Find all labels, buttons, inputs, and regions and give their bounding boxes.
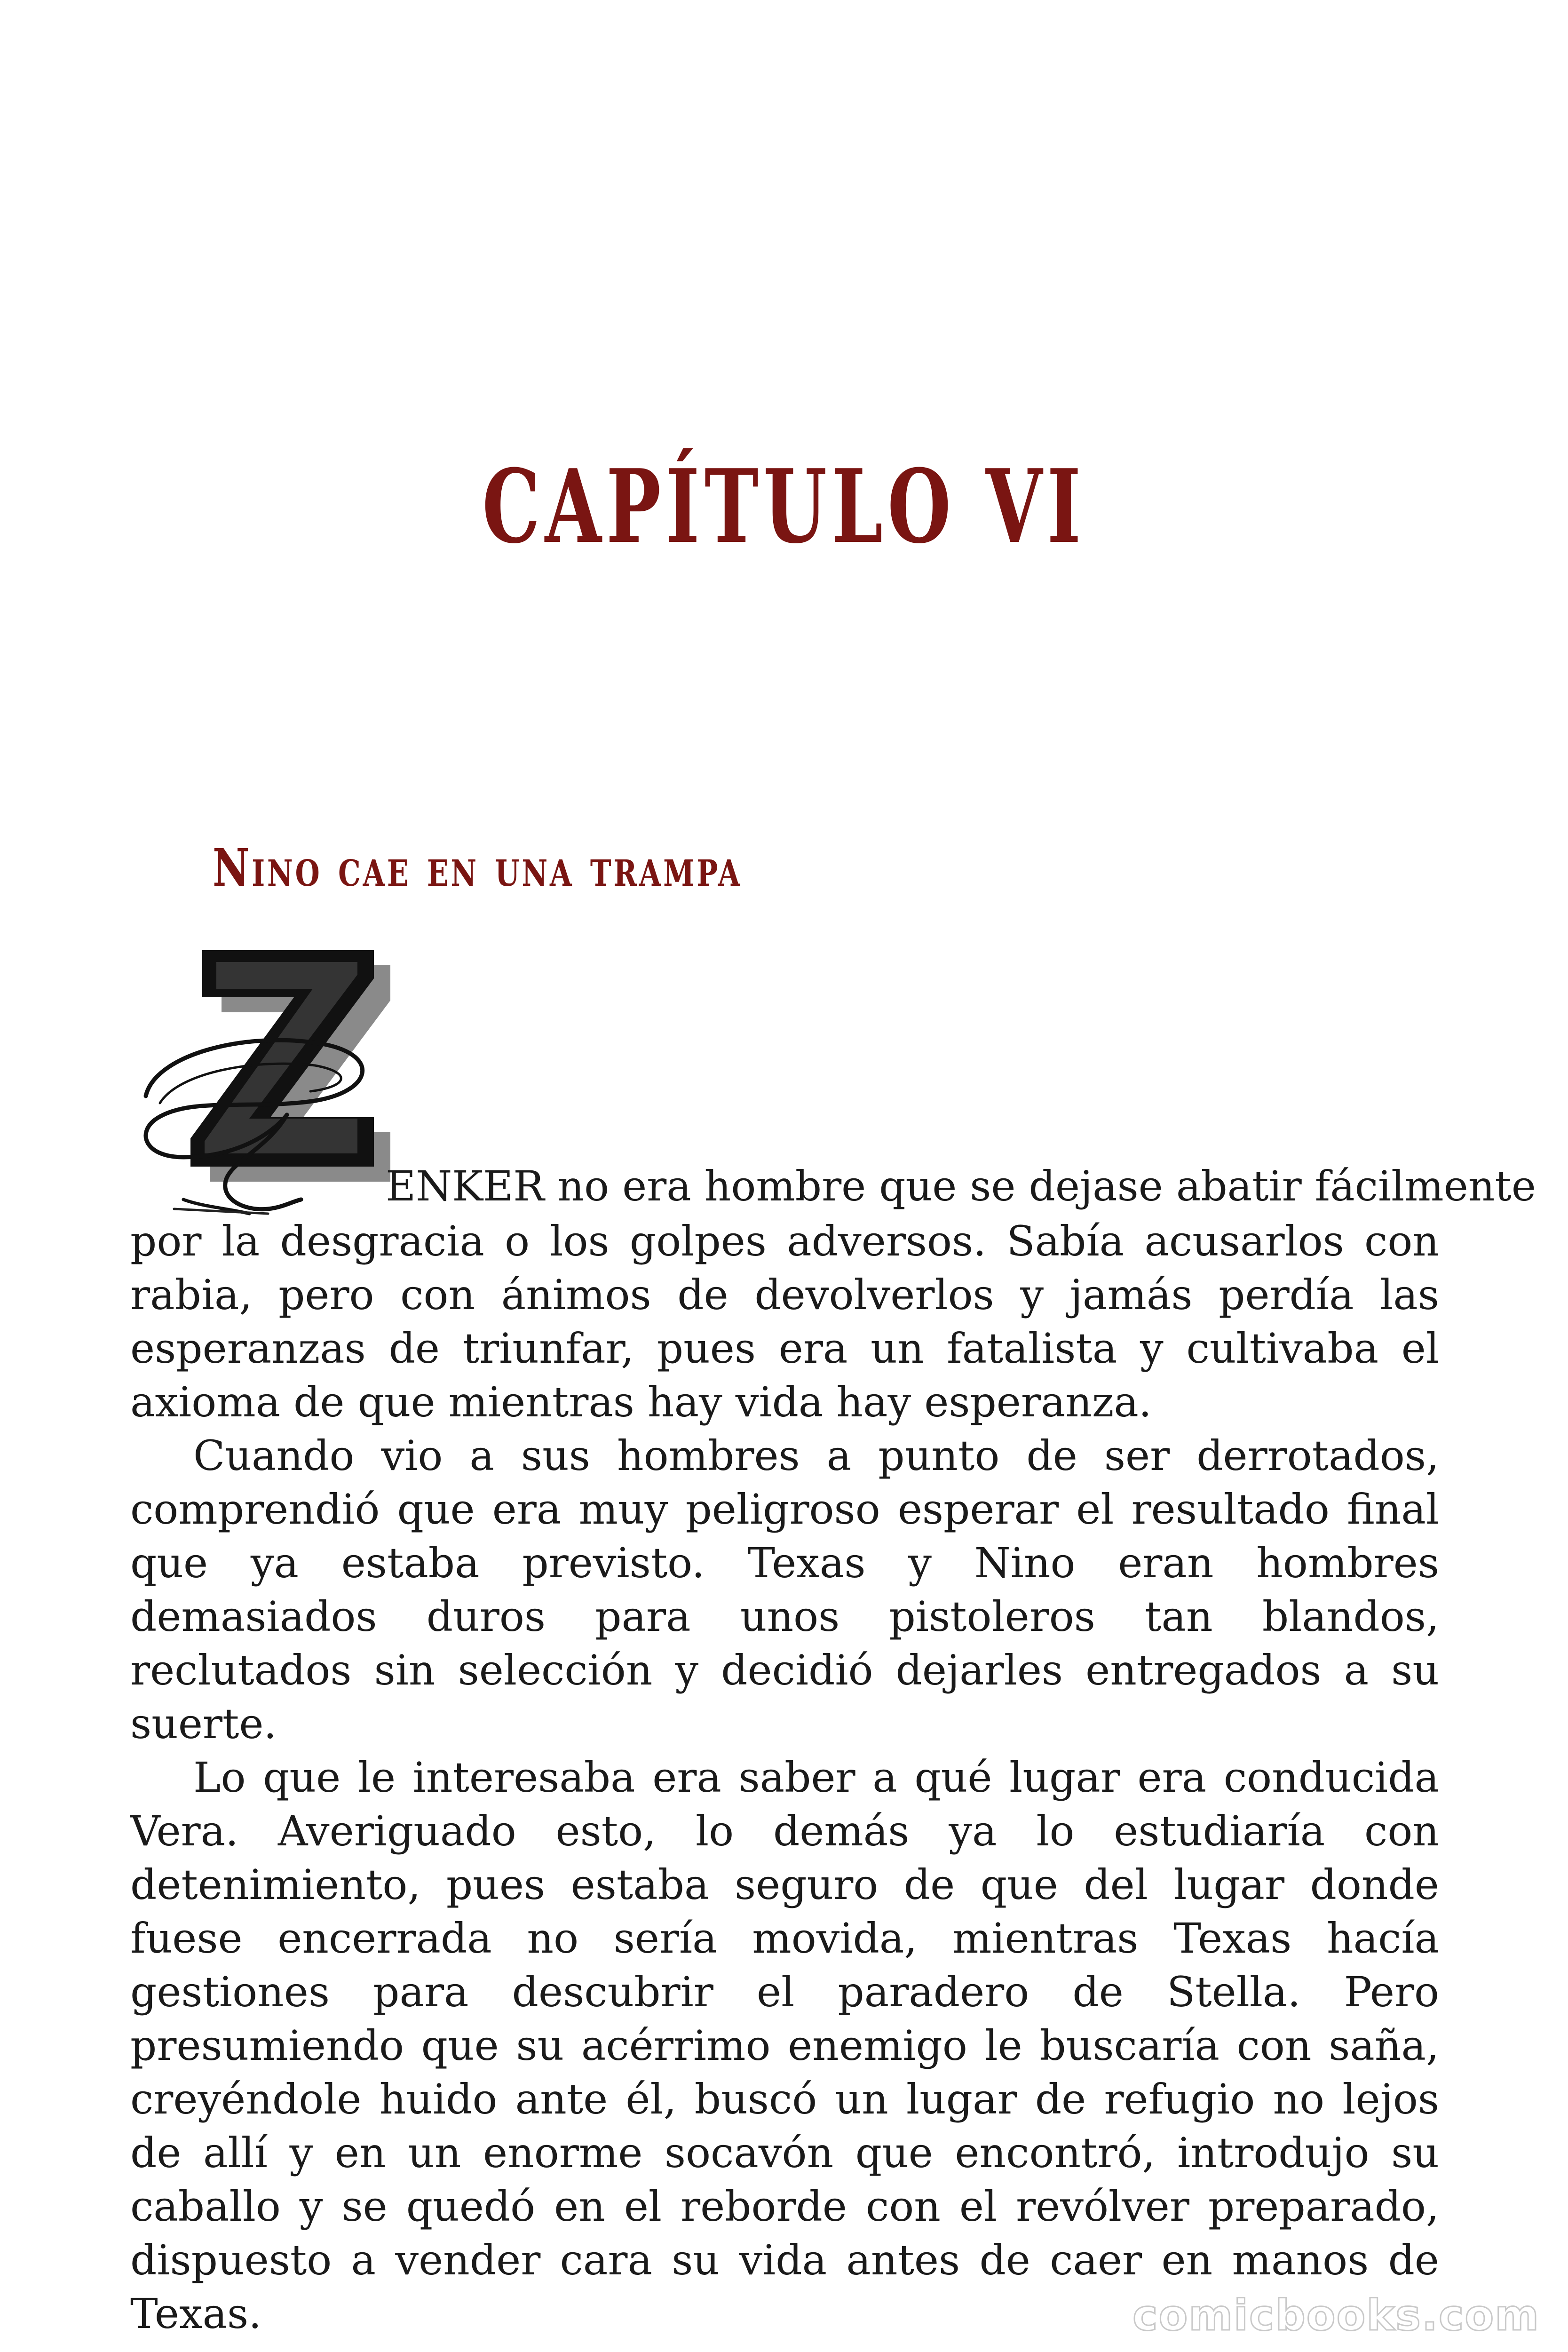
watermark: comicbooks.com (1132, 2291, 1540, 2340)
paragraph-3: Lo que le interesaba era saber a qué lugar era conducida Vera. Averiguado esto, lo demás ya lo estudiaría con detenimiento, pues estaba seguro de que del lugar donde fuese encerrada no sería movida, mientras Texas hacía gestiones para descubrir el paradero de Stella. Pero presumiendo que su acérrimo enemigo le buscaría con saña, creyéndole huido ante él, buscó un lugar de refugio no lejos de allí y en un enorme socavón que encontró, introdujo su caballo y se quedó en el reborde con el revólver preparado, dispuesto a vender cara su vida antes de caer en manos de Texas. (130, 1753, 1439, 2338)
chapter-body (130, 1215, 1439, 2341)
chapter-subtitle: Nino cae en una trampa (213, 837, 742, 898)
paragraph-1-continuation: por la desgracia o los golpes adversos. Sabía acusarlos con rabia, pero con ánimos de devolverlos y jamás perdía las esperanzas de triunfar, pues era un fatalista y cultivaba el axioma de que mientras hay vida hay esperanza. (130, 1217, 1439, 1426)
opening-line: ENKER no era hombre que se dejase abatir fácilmente (386, 1162, 1536, 1210)
chapter-title: CAPÍTULO VI (482, 447, 1086, 566)
dropcap-z-lasso-icon (127, 936, 390, 1218)
paragraph-2: Cuando vio a sus hombres a punto de ser derrotados, comprendió que era muy peligroso esperar el resultado final que ya estaba previsto. Texas y Nino eran hombres demasiados duros para unos pistoleros tan blandos, reclutados sin selección y decidió dejarles entregados a su suerte. (130, 1431, 1439, 1748)
